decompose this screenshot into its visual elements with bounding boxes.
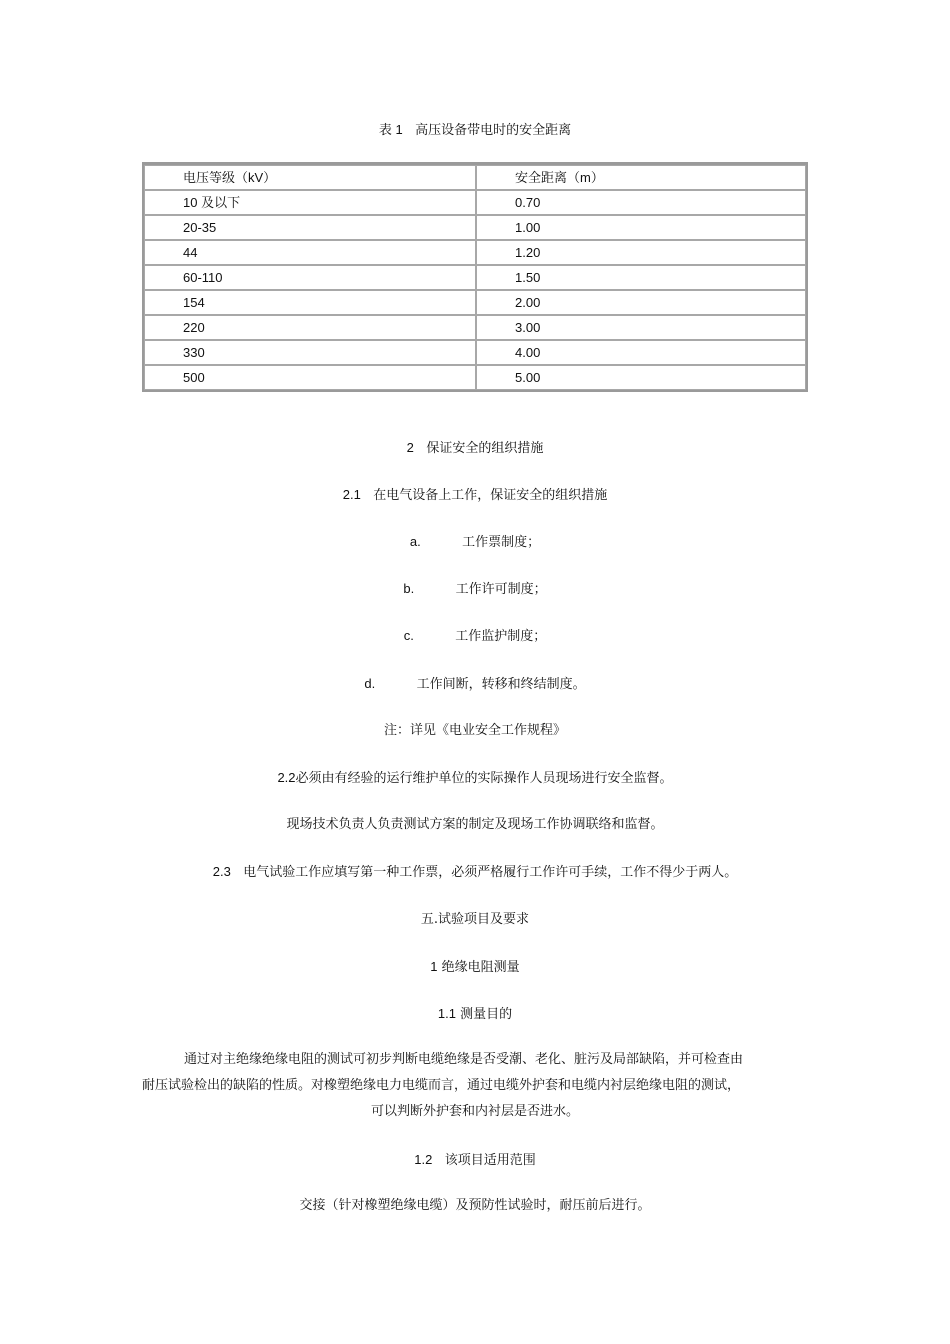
section-2-1-text: 在电气设备上工作，保证安全的组织措施	[373, 488, 608, 503]
sub-1-2-heading	[0, 1152, 950, 1169]
sub-1-2-number: 1.2	[414, 1152, 433, 1167]
list-text-a: 工作票制度；	[462, 535, 541, 550]
cell-distance: 4.00	[476, 340, 806, 365]
section-2-2-text: 必须由有经验的运行维护单位的实际操作人员现场进行安全监督。	[295, 771, 673, 786]
cell-distance: 1.50	[476, 265, 806, 290]
section-2-number: 2	[406, 440, 414, 455]
header-voltage: 电压等级（kV）	[144, 165, 476, 190]
list-item-d	[0, 676, 950, 693]
header-distance: 安全距离（m）	[476, 165, 806, 190]
cell-voltage: 500	[144, 365, 476, 390]
list-item-b	[0, 581, 950, 598]
item-1-number: 1	[430, 959, 438, 974]
cell-voltage: 330	[144, 340, 476, 365]
table-row	[144, 315, 806, 340]
section-2-2-paragraph	[0, 770, 950, 787]
section-5-heading: 五.试验项目及要求	[420, 912, 530, 927]
safety-distance-table	[142, 162, 808, 392]
paragraph-line-3: 可以判断外护套和内衬层是否进水。	[370, 1104, 579, 1119]
table-caption-text: 高压设备带电时的安全距离	[415, 123, 572, 138]
item-1-title: 绝缘电阻测量	[441, 960, 520, 975]
list-text-b: 工作许可制度；	[455, 582, 547, 597]
list-item-c	[0, 628, 950, 645]
cell-voltage: 60-110	[144, 265, 476, 290]
list-text-d: 工作间断，转移和终结制度。	[416, 677, 586, 692]
section-2-1-number: 2.1	[342, 487, 361, 502]
section-2-3-text: 电气试验工作应填写第一种工作票，必须严格履行工作许可手续，工作不得少于两人。	[243, 865, 738, 880]
cell-distance: 1.20	[476, 240, 806, 265]
list-text-c: 工作监护制度；	[455, 629, 547, 644]
cell-distance: 3.00	[476, 315, 806, 340]
section-2-title: 保证安全的组织措施	[426, 441, 544, 456]
table-caption-label: 表 1	[378, 122, 403, 137]
paragraph-line-2: 耐压试验检出的缺陷的性质。对橡塑绝缘电力电缆而言，通过电缆外护套和电缆内衬层绝缘电阻的测试，	[142, 1078, 741, 1093]
table-row	[144, 190, 806, 215]
section-2-1-heading	[0, 487, 950, 504]
cell-voltage: 20-35	[144, 215, 476, 240]
section-2-3-paragraph	[0, 864, 950, 881]
section-2-heading	[0, 440, 950, 457]
section-2-2-number: 2.2	[277, 770, 296, 785]
sub-1-2-text: 交接（针对橡塑绝缘电缆）及预防性试验时，耐压前后进行。	[299, 1198, 651, 1213]
sub-1-2-title: 该项目适用范围	[444, 1153, 536, 1168]
sub-1-1-paragraph	[142, 1047, 808, 1125]
list-label-d: d.	[364, 676, 376, 691]
table-caption	[0, 122, 950, 139]
sub-1-1-title: 测量目的	[460, 1007, 513, 1022]
section-2-2-continuation: 现场技术负责人负责测试方案的制定及现场工作协调联络和监督。	[286, 817, 664, 832]
item-1-heading	[0, 959, 950, 976]
cell-distance: 2.00	[476, 290, 806, 315]
cell-voltage: 220	[144, 315, 476, 340]
cell-distance: 0.70	[476, 190, 806, 215]
list-item-a	[0, 534, 950, 551]
paragraph-line-1: 通过对主绝缘绝缘电阻的测试可初步判断电缆绝缘是否受潮、老化、脏污及局部缺陷，并可检查由	[184, 1052, 744, 1067]
list-label-c: c.	[403, 628, 414, 643]
cell-voltage: 10 及以下	[144, 190, 476, 215]
note-text: 注：详见《电业安全工作规程》	[383, 723, 566, 738]
section-2-3-number: 2.3	[212, 864, 231, 879]
list-label-a: a.	[409, 534, 421, 549]
table-row	[144, 290, 806, 315]
cell-distance: 1.00	[476, 215, 806, 240]
safety-distance-table-wrap	[142, 162, 808, 392]
table-row	[144, 265, 806, 290]
table-row	[144, 215, 806, 240]
cell-voltage: 44	[144, 240, 476, 265]
table-row	[144, 340, 806, 365]
table-row	[144, 365, 806, 390]
table-header-row	[144, 165, 806, 190]
cell-distance: 5.00	[476, 365, 806, 390]
sub-1-1-heading	[0, 1006, 950, 1023]
list-label-b: b.	[403, 581, 415, 596]
cell-voltage: 154	[144, 290, 476, 315]
sub-1-1-number: 1.1	[437, 1006, 456, 1021]
table-row	[144, 240, 806, 265]
